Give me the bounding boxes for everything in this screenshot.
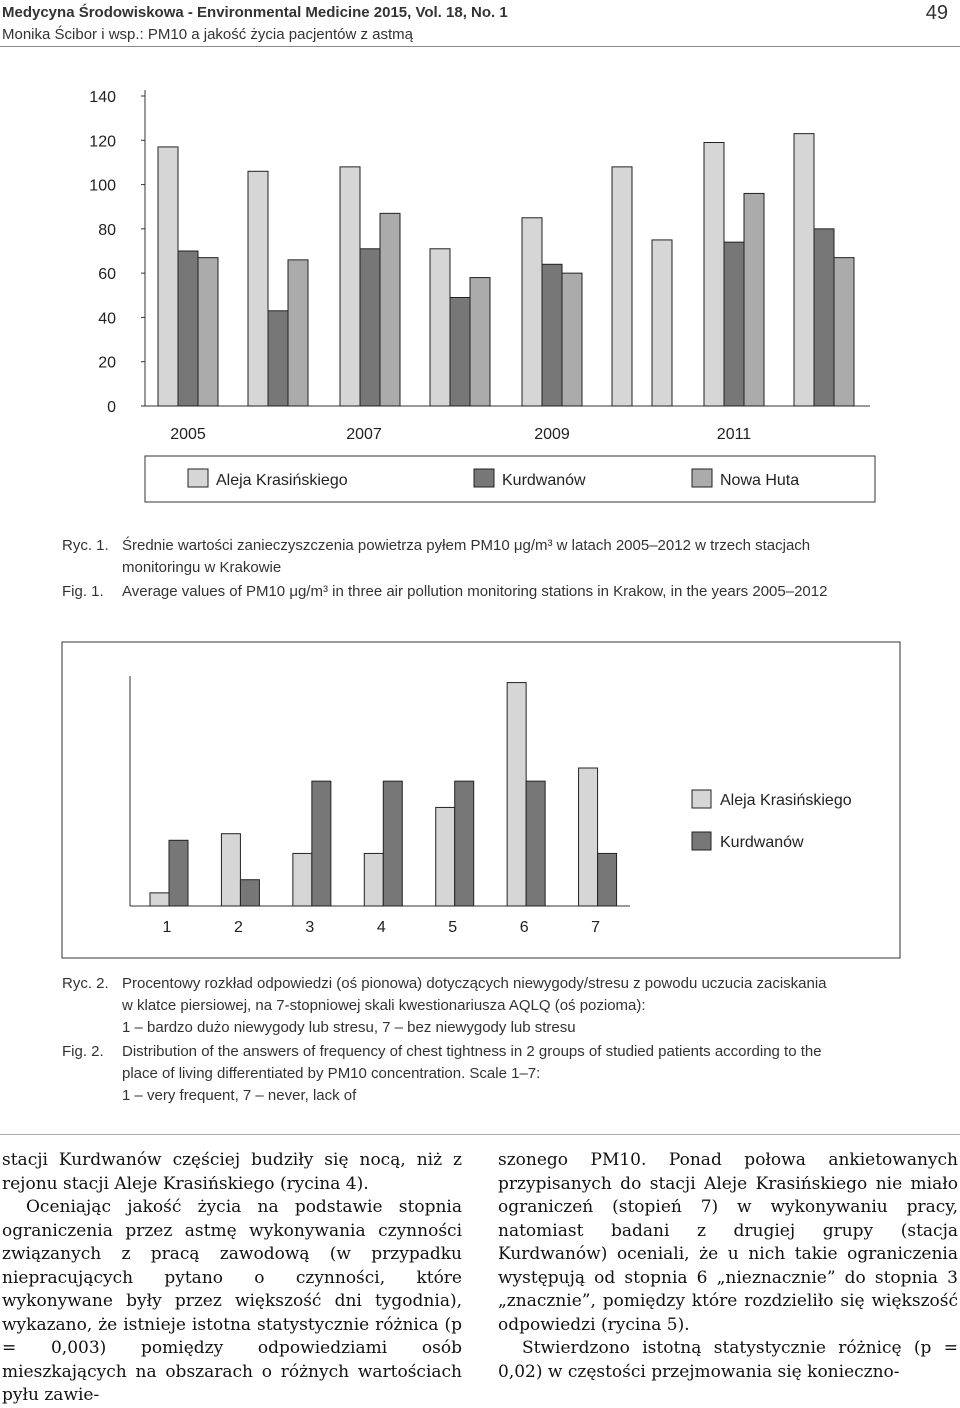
fig1-y-tick-label: 20 — [98, 354, 116, 372]
fig2-x-tick-label: 7 — [591, 919, 601, 936]
fig1-y-tick-label: 100 — [89, 177, 116, 195]
fig1-bar-nowa-huta — [744, 193, 764, 406]
fig1-bar-aleja — [652, 240, 672, 406]
fig1-x-tick-label: 2007 — [346, 426, 382, 443]
fig2-bar-aleja — [507, 683, 526, 906]
fig1-x-tick-label: 2009 — [534, 426, 570, 443]
fig2-legend-label: Kurdwanów — [720, 834, 804, 851]
fig2-legend-swatch-kurdwanow — [692, 832, 711, 850]
fig2-bar-aleja — [579, 768, 598, 906]
fig1-pl-label: Ryc. 1. — [62, 537, 109, 554]
fig1-bar-nowa-huta — [380, 213, 400, 406]
fig1-y-tick-label: 60 — [98, 266, 116, 284]
fig2-x-tick-label: 5 — [448, 919, 458, 936]
fig2-bar-kurdwanow — [598, 853, 617, 906]
fig1-bars — [158, 134, 854, 406]
fig1-bar-kurdwanow — [724, 242, 744, 406]
fig2-bar-aleja — [221, 834, 240, 906]
journal-title: Medycyna Środowiskowa - Environmental Medicine 2015, Vol. 18, No. 1 — [2, 4, 508, 21]
body-paragraph: stacji Kurdwanów częściej budziły się nocą, niż z rejonu stacji Aleje Krasińskiego (rycina 4). — [2, 1150, 462, 1194]
fig1-bar-nowa-huta — [562, 273, 582, 406]
fig1-bar-aleja — [248, 171, 268, 406]
fig1-bar-aleja — [612, 167, 632, 406]
fig1-bar-nowa-huta — [288, 260, 308, 406]
fig1-bar-aleja — [430, 249, 450, 406]
fig1-bar-aleja — [522, 218, 542, 406]
fig1-bar-nowa-huta — [834, 258, 854, 406]
fig2-en-caption-line1: Distribution of the answers of frequency of chest tightness in 2 groups of studied patients according to the — [122, 1043, 822, 1060]
fig2-bar-kurdwanow — [240, 880, 259, 906]
fig2-legend-label: Aleja Krasińskiego — [720, 792, 852, 809]
fig1-x-tick-label: 2011 — [716, 426, 752, 443]
fig2-bar-kurdwanow — [526, 781, 545, 906]
figure-2-chart — [0, 640, 960, 960]
fig2-x-tick-label: 4 — [376, 919, 386, 936]
body-rule — [0, 1134, 960, 1135]
figure-1-chart — [0, 60, 960, 520]
fig1-bar-nowa-huta — [470, 278, 490, 406]
fig1-en-label: Fig. 1. — [62, 583, 104, 600]
body-paragraph: Stwierdzono istotną statystycznie różnicę (p = 0,02) w częstości przejmowania się konieczno- — [498, 1338, 958, 1382]
fig2-pl-caption-line1: Procentowy rozkład odpowiedzi (oś pionowa) dotyczących niewygody/stresu z powodu uczucia zaciskania — [122, 975, 827, 992]
fig2-bar-aleja — [436, 807, 455, 906]
fig1-bar-kurdwanow — [450, 298, 470, 407]
fig1-x-axis-ticks — [170, 426, 751, 443]
body-paragraph: Oceniając jakość życia na podstawie stopnia ograniczenia przez astmę wykonywania czynności związanych z pracą zawodową (w przypadku niepracujących pytano o czynności, które wykonywane były przez większość dni tygodnia), wykazano, że istnieje istotna statystycznie różnica (p = 0,003) pomiędzy odpowiedziami osób mieszkających na obszarach o różnych wartościach pyłu zawie- — [2, 1197, 462, 1405]
fig1-y-axis-ticks — [89, 89, 145, 416]
fig1-bar-nowa-huta — [198, 258, 218, 406]
fig1-y-tick-label: 0 — [107, 399, 116, 416]
fig1-legend-label: Kurdwanów — [502, 472, 586, 489]
body-column-left — [2, 1149, 462, 1408]
fig1-bar-kurdwanow — [360, 249, 380, 406]
fig1-legend-swatch-kurdwanow — [474, 469, 494, 487]
fig1-legend-swatch-aleja — [188, 469, 208, 487]
fig1-y-tick-label: 140 — [89, 89, 116, 106]
fig2-x-tick-label: 2 — [233, 919, 243, 936]
fig1-bar-kurdwanow — [178, 251, 198, 406]
fig1-y-tick-label: 80 — [98, 221, 116, 239]
fig1-bar-kurdwanow — [814, 229, 834, 406]
fig1-legend-label: Aleja Krasińskiego — [216, 472, 348, 489]
fig2-en-caption-line3: 1 – very frequent, 7 – never, lack of — [122, 1087, 357, 1104]
fig2-en-caption-line2: place of living differentiated by PM10 concentration. Scale 1–7: — [122, 1065, 541, 1082]
fig2-bar-kurdwanow — [455, 781, 474, 906]
fig2-bar-kurdwanow — [383, 781, 402, 906]
fig2-bar-aleja — [364, 853, 383, 906]
fig1-x-tick-label: 2005 — [170, 426, 206, 443]
fig1-bar-kurdwanow — [268, 311, 288, 406]
fig1-legend-swatch-nowa-huta — [692, 469, 712, 487]
page-number: 49 — [925, 2, 948, 24]
fig2-legend-swatch-aleja — [692, 790, 711, 808]
fig1-en-caption-line1: Average values of PM10 μg/m³ in three air pollution monitoring stations in Krakow, in the years 2005–2012 — [122, 583, 828, 600]
fig1-bar-aleja — [794, 134, 814, 406]
body-column-right — [498, 1149, 958, 1384]
fig1-bar-kurdwanow — [542, 264, 562, 406]
fig1-bar-aleja — [704, 143, 724, 407]
fig1-legend-label: Nowa Huta — [720, 472, 800, 489]
fig2-en-label: Fig. 2. — [62, 1043, 104, 1060]
fig2-x-tick-label: 6 — [519, 919, 529, 936]
fig1-y-tick-label: 120 — [89, 133, 116, 151]
fig1-pl-caption-line1: Średnie wartości zanieczyszczenia powietrza pyłem PM10 μg/m³ w latach 2005–2012 w trzech stacjach — [122, 537, 811, 554]
fig2-pl-caption-line3: 1 – bardzo dużo niewygody lub stresu, 7 – bez niewygody lub stresu — [122, 1019, 576, 1036]
fig1-y-tick-label: 40 — [98, 310, 116, 328]
fig2-bar-kurdwanow — [169, 840, 188, 906]
fig1-bar-aleja — [340, 167, 360, 406]
running-title: Monika Ścibor i wsp.: PM10 a jakość życia pacjentów z astmą — [2, 26, 413, 43]
header-rule — [0, 46, 960, 47]
fig2-x-tick-label: 1 — [162, 919, 172, 936]
fig1-pl-caption-line2: monitoringu w Krakowie — [122, 559, 282, 576]
fig2-bar-aleja — [293, 853, 312, 906]
fig1-legend — [145, 456, 875, 502]
fig2-pl-label: Ryc. 2. — [62, 975, 109, 992]
fig2-bar-aleja — [150, 893, 169, 906]
fig1-bar-aleja — [158, 147, 178, 406]
body-paragraph: szonego PM10. Ponad połowa ankietowanych przypisanych do stacji Aleje Krasińskiego nie miało ograniczeń (stopień 7) w wykonywaniu pracy, natomiast badani z drugiej grupy (stacja Kurdwanów) oceniali, że u nich takie ograniczenia występują od stopnia 6 „nieznacznie” do stopnia 3 „znacznie”, pomiędzy które rozdzieliło się większość odpowiedzi (rycina 5). — [498, 1150, 958, 1335]
fig2-x-tick-label: 3 — [305, 919, 315, 936]
fig2-pl-caption-line2: w klatce piersiowej, na 7-stopniowej skali kwestionariusza AQLQ (oś pozioma): — [122, 997, 646, 1014]
fig2-bar-kurdwanow — [312, 781, 331, 906]
